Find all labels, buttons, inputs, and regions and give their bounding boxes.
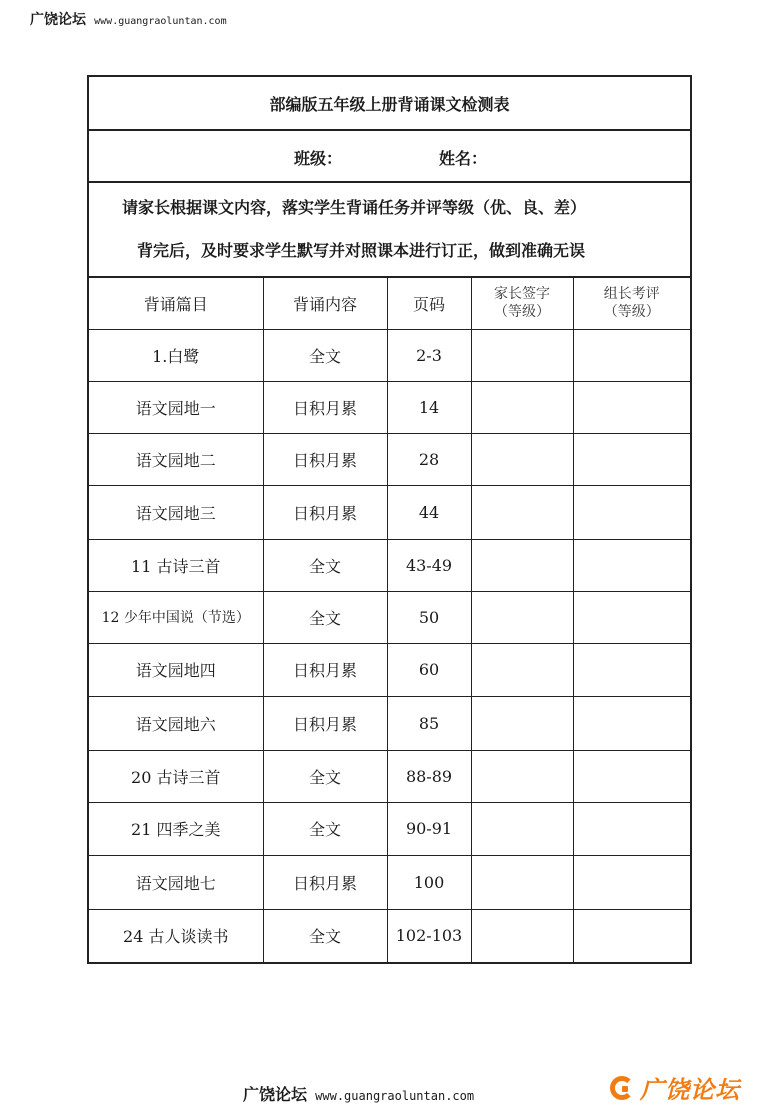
row-title-cell: 语文园地二 [89,433,263,485]
row-leader-review-cell[interactable] [573,329,690,381]
row-title-cell: 语文园地四 [89,643,263,696]
row-leader-review-cell[interactable] [573,381,690,433]
row-title-cell: 语文园地一 [89,381,263,433]
table-row [89,750,690,802]
row-title-cell: 11 古诗三首 [89,539,263,591]
col-header-title: 背诵篇目 [89,278,263,329]
table-row [89,802,690,855]
row-content-cell: 全文 [263,329,387,381]
row-leader-review-cell[interactable] [573,485,690,539]
row-leader-review-cell[interactable] [573,643,690,696]
row-parent-signature-cell[interactable] [471,643,573,696]
footer-brand: 广饶论坛 [243,1085,308,1104]
row-parent-signature-cell[interactable] [471,329,573,381]
leader-review-label: 组长考评 [603,286,660,303]
parent-grade-label: （等级） [494,304,550,321]
row-page-cell: 2-3 [387,329,471,381]
page-header [30,9,227,29]
row-page-cell: 44 [387,485,471,539]
row-parent-signature-cell[interactable] [471,381,573,433]
row-leader-review-cell[interactable] [573,750,690,802]
row-leader-review-cell[interactable] [573,433,690,485]
site-logo [610,1070,740,1105]
instruction-line-2: 背完后，及时要求学生默写并对照课本进行订正，做到准确无误 [137,241,586,260]
row-content-cell: 日积月累 [263,433,387,485]
row-parent-signature-cell[interactable] [471,750,573,802]
row-page-cell: 14 [387,381,471,433]
table-row [89,909,690,962]
sheet-title: 部编版五年级上册背诵课文检测表 [89,77,690,131]
row-title-cell: 语文园地七 [89,855,263,909]
row-title-cell: 21 四季之美 [89,802,263,855]
row-leader-review-cell[interactable] [573,696,690,750]
col-header-content: 背诵内容 [263,278,387,329]
row-title-cell: 20 古诗三首 [89,750,263,802]
row-content-cell: 全文 [263,750,387,802]
row-content-cell: 日积月累 [263,643,387,696]
logo-text: 广饶论坛 [640,1076,740,1104]
row-leader-review-cell[interactable] [573,802,690,855]
row-content-cell: 全文 [263,802,387,855]
row-content-cell: 日积月累 [263,381,387,433]
row-page-cell: 60 [387,643,471,696]
name-label: 姓名： [439,149,488,168]
table-row [89,433,690,485]
table-row [89,855,690,909]
row-parent-signature-cell[interactable] [471,591,573,643]
row-content-cell: 全文 [263,909,387,962]
class-name-row [89,131,690,183]
row-leader-review-cell[interactable] [573,909,690,962]
row-content-cell: 全文 [263,539,387,591]
row-title-cell: 24 古人谈读书 [89,909,263,962]
row-leader-review-cell[interactable] [573,539,690,591]
row-parent-signature-cell[interactable] [471,909,573,962]
header-url: www.guangraoluntan.com [94,16,227,27]
table-row [89,539,690,591]
row-page-cell: 88-89 [387,750,471,802]
logo-icon [610,1076,634,1100]
table-row [89,329,690,381]
row-title-cell: 语文园地三 [89,485,263,539]
instruction-row [89,183,690,278]
footer-url: www.guangraoluntan.com [315,1089,475,1103]
row-content-cell: 日积月累 [263,855,387,909]
table-header-row [89,278,690,329]
row-parent-signature-cell[interactable] [471,485,573,539]
col-header-leader-review [573,278,690,329]
table-row [89,485,690,539]
recitation-table [89,278,690,962]
row-leader-review-cell[interactable] [573,855,690,909]
row-title-cell: 12 少年中国说（节选） [89,591,263,643]
page-footer [243,1082,474,1105]
row-parent-signature-cell[interactable] [471,855,573,909]
parent-signature-label: 家长签字 [494,286,550,303]
col-header-page: 页码 [387,278,471,329]
row-title-cell: 1.白鹭 [89,329,263,381]
table-row [89,643,690,696]
table-row [89,381,690,433]
row-content-cell: 日积月累 [263,696,387,750]
table-row [89,591,690,643]
col-header-parent-signature [471,278,573,329]
table-row [89,696,690,750]
row-leader-review-cell[interactable] [573,591,690,643]
leader-grade-label: （等级） [603,304,660,321]
row-parent-signature-cell[interactable] [471,433,573,485]
row-content-cell: 日积月累 [263,485,387,539]
row-page-cell: 102-103 [387,909,471,962]
row-page-cell: 28 [387,433,471,485]
row-content-cell: 全文 [263,591,387,643]
row-page-cell: 90-91 [387,802,471,855]
row-parent-signature-cell[interactable] [471,696,573,750]
row-parent-signature-cell[interactable] [471,802,573,855]
row-page-cell: 43-49 [387,539,471,591]
row-page-cell: 100 [387,855,471,909]
row-page-cell: 85 [387,696,471,750]
instruction-line-1: 请家长根据课文内容，落实学生背诵任务并评等级（优、良、差） [122,198,587,217]
recitation-check-sheet [87,75,692,964]
header-brand: 广饶论坛 [30,12,86,28]
row-title-cell: 语文园地六 [89,696,263,750]
row-page-cell: 50 [387,591,471,643]
class-label: 班级： [294,149,343,168]
row-parent-signature-cell[interactable] [471,539,573,591]
